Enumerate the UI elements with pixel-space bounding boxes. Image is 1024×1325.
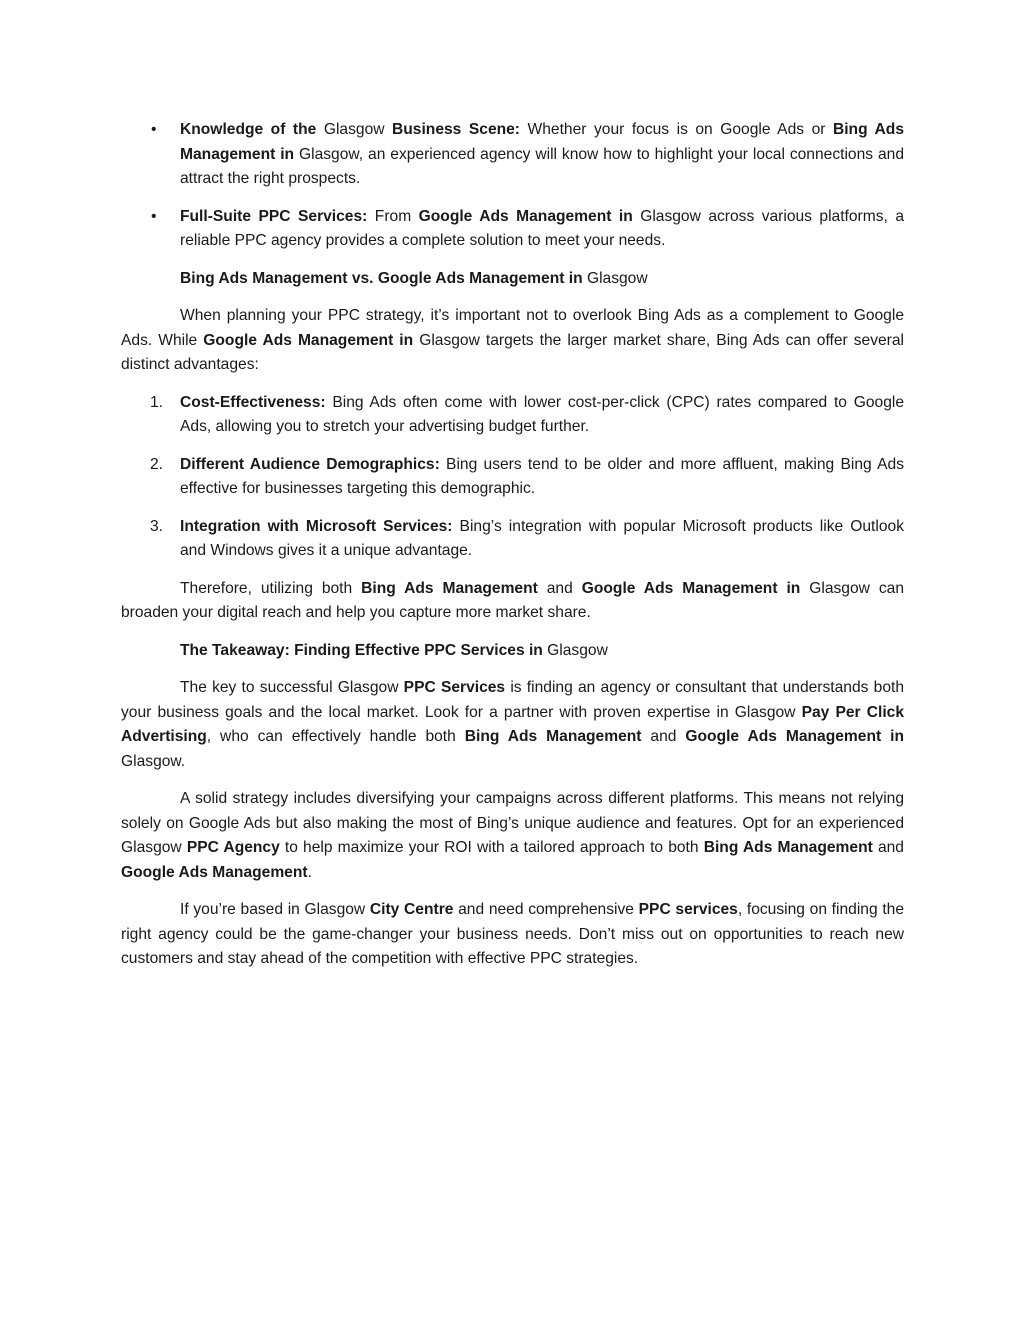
numbered-list-item <box>121 391 904 440</box>
text-run: to help maximize your ROI with a tailored approach to both <box>279 839 704 856</box>
bold-text: Business Scene: <box>392 121 521 138</box>
text-run: Bing’s integration with popular Microsoft products like Outlook and Windows gives it a unique advantage. <box>180 517 904 559</box>
body-paragraph <box>121 898 904 972</box>
bold-text: Google Ads Management in <box>581 579 801 597</box>
text-run: From <box>367 207 419 225</box>
bold-text: Different Audience Demographics: <box>180 455 440 473</box>
text-run: Whether your focus is on Google Ads or <box>520 121 833 138</box>
text-run: and <box>537 579 582 597</box>
bold-text: Pay Per Click Advertising <box>121 703 904 745</box>
bold-text: City Centre <box>369 901 454 918</box>
text-run: Bing Ads often come with lower cost-per-click (CPC) rates compared to Google Ads, allowing you to stretch your advertising budget further. <box>180 393 904 435</box>
bold-text: Cost-Effectiveness: <box>180 393 326 411</box>
text-run: and need comprehensive <box>453 901 639 918</box>
bold-text: Google Ads Management in <box>418 207 633 225</box>
text-run: Glasgow <box>582 269 648 287</box>
text-run: Glasgow, an experienced agency will know how to highlight your local connections and attract the right prospects. <box>180 145 904 187</box>
body-paragraph <box>121 304 904 378</box>
text-run: Bing users tend to be older and more affluent, making Bing Ads effective for businesses targeting this demographic. <box>180 455 904 497</box>
body-paragraph <box>121 787 904 885</box>
bullet-list-item <box>121 205 904 254</box>
text-run: Glasgow targets the larger market share, Bing Ads can offer several distinct advantages: <box>121 331 904 373</box>
section-heading <box>121 639 904 664</box>
list-number: 2. <box>150 455 164 473</box>
text-run: A solid strategy includes diversifying your campaigns across different platforms. This means not relying solely on Google Ads but also making the most of Bing’s unique audience and features. Opt for an experienced Glasgow <box>121 790 904 856</box>
bullet-list-item <box>121 118 904 192</box>
text-run: , focusing on finding the right agency could be the game-changer your business needs. Don’t miss out on opportunities to reach new customers and stay ahead of the competition with effective PPC strategies. <box>121 901 905 967</box>
bold-text: Google Ads Management in <box>203 331 414 349</box>
list-number: 1. <box>150 393 164 411</box>
bold-text: Bing Ads Management <box>464 728 642 745</box>
numbered-list-item <box>121 515 904 564</box>
bold-text: The Takeaway: Finding Effective PPC Services in <box>180 641 543 659</box>
text-run: Glasgow. <box>121 752 186 770</box>
bold-text: Google Ads Management in <box>685 728 904 745</box>
text-run: If you’re based in Glasgow <box>180 901 370 918</box>
bullet-marker: • <box>151 121 157 138</box>
list-number: 3. <box>150 517 164 535</box>
bold-text: Knowledge of the <box>180 121 317 138</box>
text-run: Therefore, utilizing both <box>180 579 362 597</box>
bold-text: Bing Ads Management in <box>180 121 904 163</box>
text-run: The key to successful Glasgow <box>180 679 404 696</box>
document-body <box>121 118 904 972</box>
text-run: When planning your PPC strategy, it’s important not to overlook Bing Ads as a complement to Google Ads. While <box>121 307 904 349</box>
bold-text: Full-Suite PPC Services: <box>180 207 368 225</box>
bold-text: Integration with Microsoft Services: <box>180 517 453 535</box>
text-run: Glasgow <box>542 641 608 659</box>
text-run: is finding an agency or consultant that understands both your business goals and the local market. Look for a partner with proven expertise in Glasgow <box>121 679 904 721</box>
section-heading <box>121 267 904 292</box>
text-run: Glasgow <box>316 121 393 138</box>
text-run: Glasgow can broaden your digital reach and help you capture more market share. <box>121 579 904 621</box>
bold-text: PPC Agency <box>186 839 280 856</box>
bold-text: PPC Services <box>403 679 506 696</box>
text-run: and <box>872 839 904 856</box>
bold-text: Bing Ads Management <box>703 839 873 856</box>
document-page <box>121 118 904 985</box>
body-paragraph <box>121 676 904 774</box>
bold-text: PPC services <box>638 901 738 918</box>
numbered-list-item <box>121 453 904 502</box>
bold-text: Bing Ads Management <box>361 579 538 597</box>
bullet-marker: • <box>151 207 157 225</box>
text-run: , who can effectively handle both <box>206 728 465 745</box>
bold-text: Bing Ads Management vs. Google Ads Management in <box>180 269 583 287</box>
text-run: and <box>641 728 686 745</box>
text-run: Glasgow across various platforms, a reliable PPC agency provides a complete solution to meet your needs. <box>180 207 904 249</box>
body-paragraph <box>121 577 904 626</box>
bold-text: Google Ads Management <box>121 863 308 881</box>
text-run: . <box>307 863 312 881</box>
